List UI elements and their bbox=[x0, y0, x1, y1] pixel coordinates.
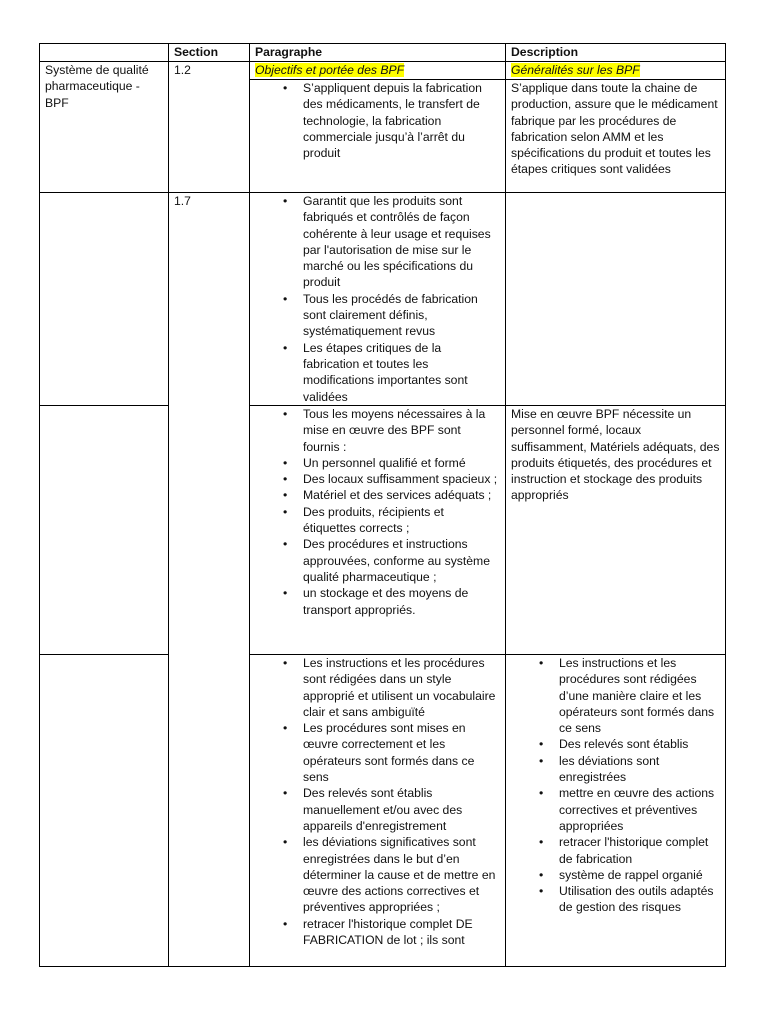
header-paragraphe: Paragraphe bbox=[250, 44, 506, 62]
list-item: • Les instructions et les procédures sont rédigées d’une manière claire et les opérateurs sont formés dans ce sens bbox=[559, 655, 720, 736]
paragraphe-bullet-list bbox=[255, 655, 500, 948]
list-item: • les déviations significatives sont enregistrées dans le but d’en déterminer la cause et de mettre en œuvre des actions correctives et préventives appropriées ; bbox=[303, 834, 500, 915]
list-item: • Les instructions et les procédures sont rédigées dans un style approprié et utilisent un vocabulaire clair et sans ambiguïté bbox=[303, 655, 500, 720]
list-item: • Utilisation des outils adaptés de gestion des risques bbox=[559, 883, 720, 916]
list-item: • système de rappel organié bbox=[559, 867, 720, 883]
table-row bbox=[40, 62, 726, 80]
paragraphe-bullet-list bbox=[255, 406, 500, 618]
empty-cell bbox=[40, 406, 169, 655]
table-row bbox=[40, 406, 726, 655]
description-text: Mise en œuvre BPF nécessite un personnel formé, locaux suffisamment, Matériels adéquats, des produits étiquetés, des procédures et instruction et stockage des produits appropriés bbox=[511, 407, 720, 503]
paragraphe-cell bbox=[250, 655, 506, 967]
paragraphe-bullet-list bbox=[255, 80, 500, 161]
table-header-row bbox=[40, 44, 726, 62]
description-cell bbox=[506, 80, 726, 193]
empty-cell bbox=[40, 655, 169, 967]
section-number: 1.2 bbox=[174, 63, 191, 77]
list-item: • mettre en œuvre des actions correctives et préventives appropriées bbox=[559, 785, 720, 834]
list-item: • un stockage et des moyens de transport appropriés. bbox=[303, 585, 500, 618]
empty-cell bbox=[506, 193, 726, 406]
table-row bbox=[40, 655, 726, 967]
list-item: • les déviations sont enregistrées bbox=[559, 753, 720, 786]
list-item: • Un personnel qualifié et formé bbox=[303, 455, 500, 471]
header-description: Description bbox=[506, 44, 726, 62]
paragraphe-cell bbox=[250, 193, 506, 406]
paragraphe-title-cell bbox=[250, 62, 506, 80]
bpf-table bbox=[39, 43, 726, 967]
paragraphe-bullet-list bbox=[255, 193, 500, 405]
header-empty-cell bbox=[40, 44, 169, 62]
section-cell bbox=[169, 62, 250, 193]
system-label-cell bbox=[40, 62, 169, 193]
list-item: • S’appliquent depuis la fabrication des médicaments, le transfert de technologie, la fabrication commerciale jusqu’à l’arrêt du produit bbox=[303, 80, 500, 161]
paragraphe-title: Objectifs et portée des BPF bbox=[255, 63, 405, 77]
description-cell bbox=[506, 655, 726, 967]
description-title-cell bbox=[506, 62, 726, 80]
description-text: S’applique dans toute la chaine de production, assure que le médicament fabrique par les procédures de fabrication selon AMM et les spécifications du produit et toutes les étapes critiques sont validées bbox=[511, 81, 718, 177]
system-label: Système de qualité pharmaceutique - BPF bbox=[45, 63, 149, 110]
empty-cell bbox=[40, 193, 169, 406]
description-cell bbox=[506, 406, 726, 655]
description-title: Généralités sur les BPF bbox=[511, 63, 640, 77]
paragraphe-cell bbox=[250, 406, 506, 655]
list-item: • Des locaux suffisamment spacieux ; bbox=[303, 471, 500, 487]
list-item: • Tous les procédés de fabrication sont clairement définis, systématiquement revus bbox=[303, 291, 500, 340]
list-item: • retracer l'historique complet de fabrication bbox=[559, 834, 720, 867]
list-item: • Garantit que les produits sont fabriqués et contrôlés de façon cohérente à leur usage et requises par l'autorisation de mise sur le marché ou les spécifications du produit bbox=[303, 193, 500, 291]
list-item: • Matériel et des services adéquats ; bbox=[303, 487, 500, 503]
table-row bbox=[40, 193, 726, 406]
list-item: • Des relevés sont établis manuellement et/ou avec des appareils d'enregistrement bbox=[303, 785, 500, 834]
paragraphe-cell bbox=[250, 80, 506, 193]
list-item: • Des relevés sont établis bbox=[559, 736, 720, 752]
list-item: • Les procédures sont mises en œuvre correctement et les opérateurs sont formés dans ce sens bbox=[303, 720, 500, 785]
header-section: Section bbox=[169, 44, 250, 62]
section-cell bbox=[169, 193, 250, 967]
list-item: • Les étapes critiques de la fabrication et toutes les modifications importantes sont validées bbox=[303, 340, 500, 405]
list-item: • Des produits, récipients et étiquettes corrects ; bbox=[303, 504, 500, 537]
list-item: • Des procédures et instructions approuvées, conforme au système qualité pharmaceutique ; bbox=[303, 536, 500, 585]
list-item: • retracer l'historique complet DE FABRICATION de lot ; ils sont bbox=[303, 916, 500, 949]
description-bullet-list bbox=[511, 655, 720, 916]
section-number: 1.7 bbox=[174, 194, 191, 208]
list-item: • Tous les moyens nécessaires à la mise en œuvre des BPF sont fournis : bbox=[303, 406, 500, 455]
